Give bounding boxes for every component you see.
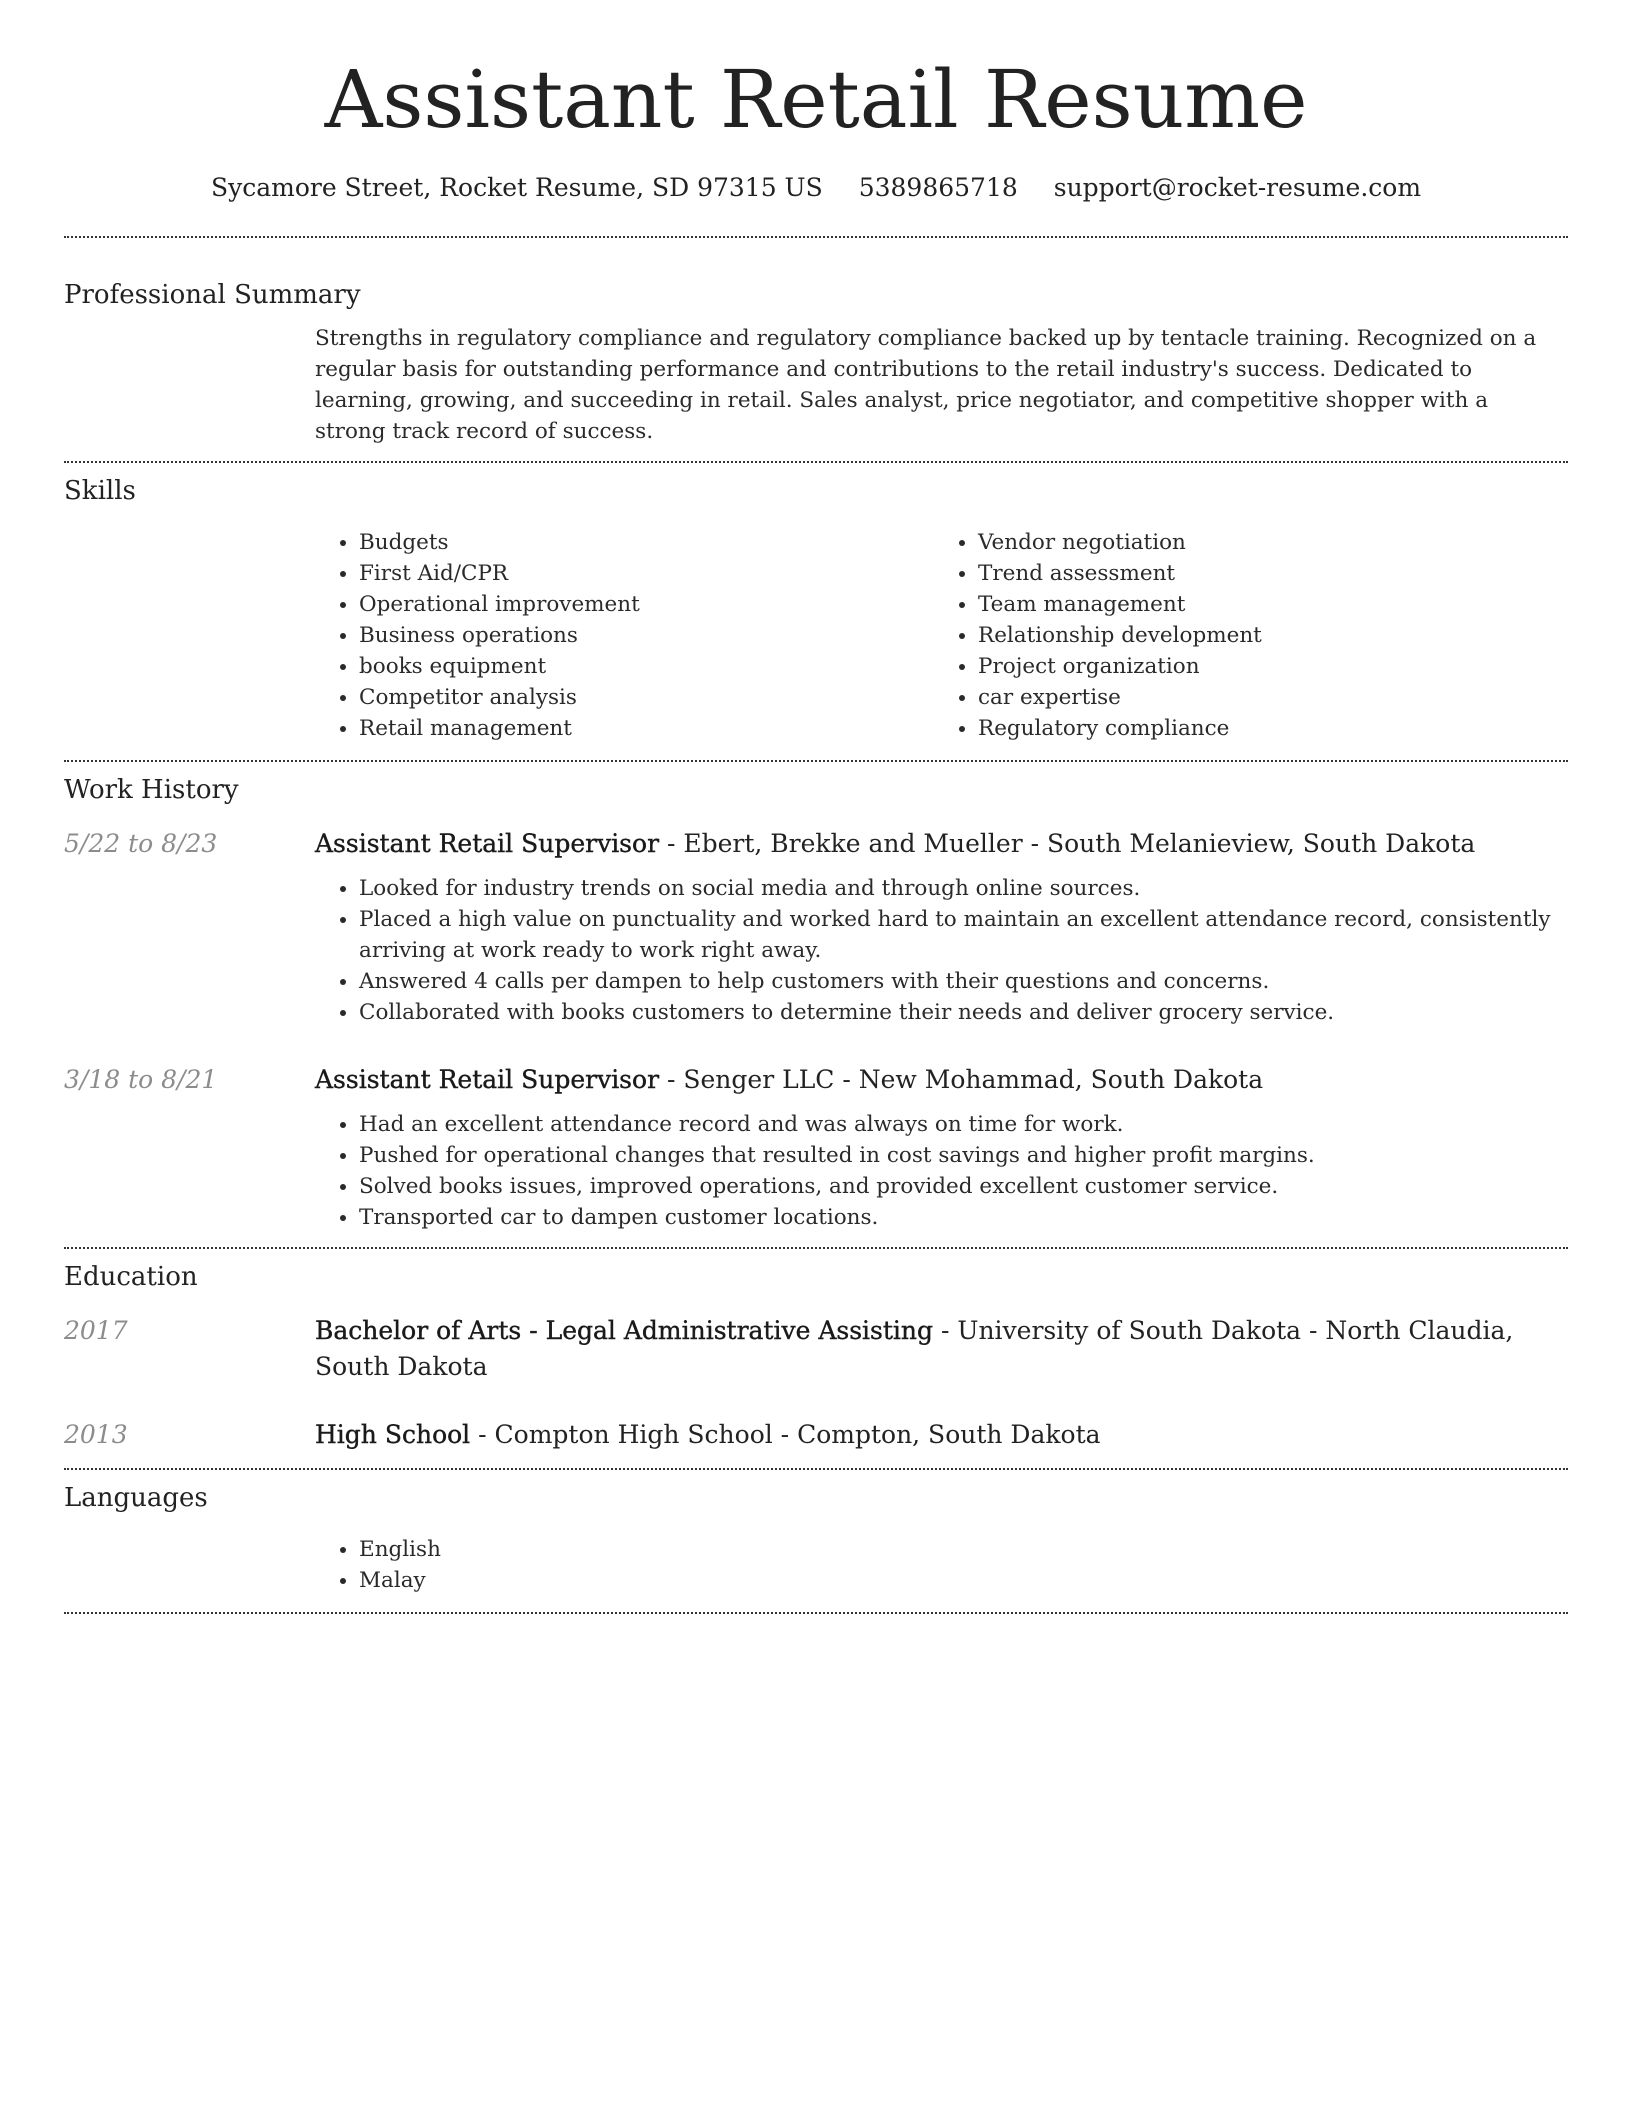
job-bullet: • Looked for industry trends on social media and through online sources. — [359, 873, 1553, 904]
divider — [64, 1247, 1568, 1249]
skill-item: • Relationship development — [978, 620, 1553, 651]
education-year: 2013 — [64, 1420, 128, 1449]
education-heading — [315, 1417, 1553, 1453]
job-bullet: • Answered 4 calls per dampen to help customers with their questions and concerns. — [359, 966, 1553, 997]
skill-item: • Project organization — [978, 651, 1553, 682]
skill-item: • Trend assessment — [978, 558, 1553, 589]
education-heading — [315, 1313, 1553, 1385]
summary-text: Strengths in regulatory compliance and regulatory compliance backed up by tentacle training. Recognized on a regular basis for outstanding performance and contributions to the retail industry's success. Dedicated to learning, growing, and succeeding in retail. Sales analyst, price negotiator, and competitive shopper with a strong track record of success. — [315, 326, 1537, 444]
education-degree: Bachelor of Arts - Legal Administrative Assisting — [315, 1316, 934, 1345]
resume-name: Assistant Retail Resume — [324, 53, 1308, 146]
job-bullet: • Solved books issues, improved operations, and provided excellent customer service. — [359, 1171, 1553, 1202]
divider — [64, 461, 1568, 463]
skill-item: • Budgets — [359, 527, 934, 558]
divider — [64, 760, 1568, 762]
skills-list — [315, 527, 1553, 744]
contact-line — [64, 170, 1568, 206]
skill-item: • books equipment — [359, 651, 934, 682]
education-section — [64, 1260, 1568, 1453]
job-bullet: • Pushed for operational changes that resulted in cost savings and higher profit margins. — [359, 1140, 1553, 1171]
job-bullets — [315, 873, 1553, 1028]
skill-item: • Regulatory compliance — [978, 713, 1553, 744]
section-title-languages: Languages — [64, 1483, 208, 1513]
contact-phone: 5389865718 — [858, 173, 1018, 202]
section-title-education: Education — [64, 1262, 198, 1292]
job-heading — [315, 1062, 1553, 1098]
education-details: - University of South Dakota - North Claudia, South Dakota — [315, 1316, 1514, 1381]
job-bullet: • Collaborated with books customers to determine their needs and deliver grocery service. — [359, 997, 1553, 1028]
contact-email[interactable]: support@rocket-resume.com — [1053, 173, 1422, 202]
skill-item: • Competitor analysis — [359, 682, 934, 713]
job-role: Assistant Retail Supervisor — [315, 1065, 660, 1094]
job-bullets — [315, 1109, 1553, 1233]
job-dates: 5/22 to 8/23 — [64, 829, 218, 858]
skill-item: • Team management — [978, 589, 1553, 620]
work-history-section — [64, 773, 1568, 1233]
skill-item: • Vendor negotiation — [978, 527, 1553, 558]
language-item: • English — [359, 1534, 1553, 1565]
languages-list — [315, 1534, 1553, 1596]
education-entry — [64, 1417, 1568, 1453]
job-bullet: • Had an excellent attendance record and was always on time for work. — [359, 1109, 1553, 1140]
job-dates: 3/18 to 8/21 — [64, 1065, 218, 1094]
job-role: Assistant Retail Supervisor — [315, 829, 660, 858]
job-heading — [315, 826, 1553, 862]
job-bullet: • Transported car to dampen customer locations. — [359, 1202, 1553, 1233]
divider — [64, 236, 1568, 238]
skill-item: • car expertise — [978, 682, 1553, 713]
education-year: 2017 — [64, 1316, 128, 1345]
section-title-summary: Professional Summary — [64, 280, 361, 310]
contact-address: Sycamore Street, Rocket Resume, SD 97315 US — [210, 173, 823, 202]
language-item: • Malay — [359, 1565, 1553, 1596]
education-entry — [64, 1313, 1568, 1385]
languages-section — [64, 1481, 1568, 1596]
job-details: - Senger LLC - New Mohammad, South Dakota — [659, 1065, 1264, 1094]
job-entry — [64, 826, 1568, 862]
education-details: - Compton High School - Compton, South Dakota — [470, 1420, 1101, 1449]
education-degree: High School — [315, 1420, 471, 1449]
job-entry — [64, 1062, 1568, 1098]
skills-section — [64, 474, 1568, 744]
skills-column-right — [934, 527, 1553, 744]
divider — [64, 1468, 1568, 1470]
summary-section — [64, 278, 1568, 447]
skill-item: • Operational improvement — [359, 589, 934, 620]
section-title-skills: Skills — [64, 476, 136, 506]
job-details: - Ebert, Brekke and Mueller - South Melanieview, South Dakota — [659, 829, 1476, 858]
skill-item: • Retail management — [359, 713, 934, 744]
skill-item: • First Aid/CPR — [359, 558, 934, 589]
section-title-work: Work History — [64, 775, 239, 805]
job-bullet: • Placed a high value on punctuality and worked hard to maintain an excellent attendance record, consistently arriving at work ready to work right away. — [359, 904, 1553, 966]
skill-item: • Business operations — [359, 620, 934, 651]
divider — [64, 1612, 1568, 1614]
skills-column-left — [315, 527, 934, 744]
